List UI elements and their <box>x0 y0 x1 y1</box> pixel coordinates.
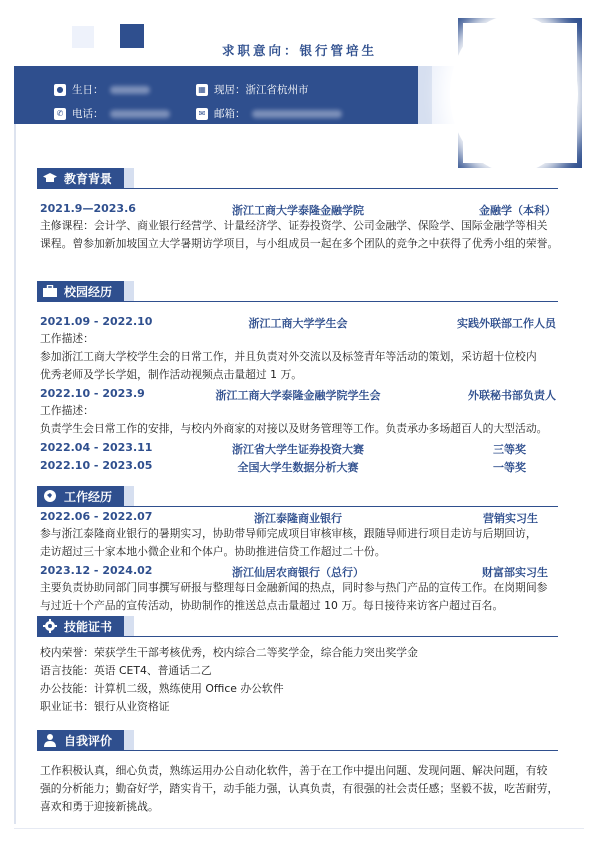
email-label: 邮箱： <box>214 108 246 120</box>
entry-org: 全国大学生数据分析大赛 <box>237 461 359 474</box>
self-line: 喜欢和勇于迎接新挑战。 <box>40 800 159 813</box>
entry-date: 2023.12 - 2024.02 <box>40 564 153 577</box>
skill-line: 办公技能：计算机二级，熟练使用 Office 办公软件 <box>40 682 284 695</box>
globe-icon <box>43 489 57 503</box>
work-line: 与过近十个产品的宣传活动，协助制作的推送总点击量超过 10 万。每日接待来访客户超过百名。 <box>40 599 504 612</box>
entry-date: 2021.09 - 2022.10 <box>40 315 153 328</box>
entry-date: 2021.9—2023.6 <box>40 202 136 215</box>
work-line: 主要负责协助同部门同事撰写研报与整理每日金融新闻的热点，同时参与热门产品的宣传工作。在岗期间参 <box>40 581 548 594</box>
campus-line: 参加浙江工商大学校学生会的日常工作，并且负责对外交流以及标签青年等活动的策划，采访超十位校内 <box>40 350 537 363</box>
section-title: 工作经历 <box>64 489 113 504</box>
phone-icon: ✆ <box>54 108 66 120</box>
education-line: 主修课程：会计学、商业银行经营学、计量经济学、证券投资学、公司金融学、保险学、国际金融学等相关 <box>40 219 548 232</box>
skill-line: 语言技能：英语 CET4、普通话二乙 <box>40 664 212 677</box>
entry-date: 2022.10 - 2023.05 <box>40 459 153 472</box>
entry-date: 2022.04 - 2023.11 <box>40 441 153 454</box>
info-band-accent <box>418 66 432 124</box>
photo-placeholder <box>450 15 578 173</box>
section-rule <box>37 301 558 302</box>
award-entry <box>40 441 556 457</box>
work-line: 参与浙江泰隆商业银行的暑期实习，协助带导师完成项目审核审核，跟随导师进行项目走访与后期回访， <box>40 527 537 540</box>
entry-org: 浙江工商大学泰隆金融学院学生会 <box>215 389 381 402</box>
work-line: 走访超过三十家本地小微企业和个体户。协助推进信贷工作超过二十份。 <box>40 545 386 558</box>
entry-role: 实践外联部工作人员 <box>457 317 556 330</box>
section-rule <box>37 636 558 637</box>
birth-label: 生日： <box>72 84 104 96</box>
entry-role: 财富部实习生 <box>482 566 548 579</box>
entry-major: 金融学（本科） <box>479 204 556 217</box>
mail-icon: ✉ <box>196 108 208 120</box>
entry-role: 一等奖 <box>493 461 526 474</box>
job-intent: 求职意向：银行管培生 <box>221 43 377 58</box>
work-desc-label: 工作描述： <box>40 404 94 417</box>
gear-icon <box>43 619 57 633</box>
entry-school: 浙江工商大学泰隆金融学院 <box>232 204 364 217</box>
birth-field <box>54 82 150 97</box>
left-rule <box>14 124 16 824</box>
entry-org: 浙江省大学生证券投资大赛 <box>232 443 364 456</box>
residence-label: 现居： <box>214 84 246 96</box>
entry-role: 外联秘书部负责人 <box>468 389 556 402</box>
section-title: 技能证书 <box>64 619 113 634</box>
entry-date: 2022.06 - 2022.07 <box>40 510 153 523</box>
section-title: 自我评价 <box>64 733 113 748</box>
person-icon <box>43 733 57 747</box>
campus-line: 负责学生会日常工作的安排，与校内外商家的对接以及财务管理等工作。负责承办多场超百人的大型活动。 <box>40 422 548 435</box>
section-header-self <box>37 730 134 750</box>
education-entry <box>40 202 556 218</box>
phone-label: 电话： <box>72 108 104 120</box>
section-header-education <box>37 168 134 188</box>
education-line: 课程。曾参加新加坡国立大学暑期访学项目，与小组成员一起在多个团队的竞争之中获得了优秀小组的荣誉。 <box>40 237 559 250</box>
self-line: 工作积极认真，细心负责，熟练运用办公自动化软件，善于在工作中提出问题、发现问题、解决问题，有较 <box>40 764 548 777</box>
residence-value: 浙江省杭州市 <box>245 84 309 96</box>
campus-entry <box>40 387 556 403</box>
redacted-value <box>110 86 150 94</box>
skill-line: 职业证书：银行从业资格证 <box>40 700 170 713</box>
self-line: 强的分析能力；勤奋好学，踏实肯干，动手能力强，认真负责，有很强的社会责任感；坚毅不拔，吃苦耐劳， <box>40 782 559 795</box>
email-field <box>196 106 342 121</box>
work-entry <box>40 564 556 580</box>
section-title: 校园经历 <box>64 284 113 299</box>
briefcase-icon <box>43 284 57 298</box>
entry-org: 浙江仙居农商银行（总行） <box>232 566 364 579</box>
entry-role: 营销实习生 <box>483 512 538 525</box>
calendar-icon: ▦ <box>196 84 208 96</box>
section-header-skills <box>37 616 134 636</box>
entry-role: 三等奖 <box>493 443 526 456</box>
skill-line: 校内荣誉：荣获学生干部考核优秀，校内综合二等奖学金，综合能力突出奖学金 <box>40 646 418 659</box>
graduation-cap-icon <box>43 171 57 185</box>
section-title: 教育背景 <box>64 171 113 186</box>
section-rule <box>37 506 558 507</box>
redacted-value <box>252 110 342 118</box>
campus-entry <box>40 315 556 331</box>
section-header-work <box>37 486 134 506</box>
work-entry <box>40 510 556 526</box>
entry-org: 浙江工商大学学生会 <box>248 317 348 330</box>
bottom-rule <box>14 828 584 829</box>
user-icon: ● <box>54 84 66 96</box>
phone-field <box>54 106 170 121</box>
section-rule <box>37 188 558 189</box>
entry-org: 浙江泰隆商业银行 <box>254 512 342 525</box>
redacted-value <box>110 110 170 118</box>
campus-line: 优秀老师及学长学姐，制作活动视频点击量超过 1 万。 <box>40 368 303 381</box>
entry-date: 2022.10 - 2023.9 <box>40 387 145 400</box>
section-rule <box>37 750 558 751</box>
section-header-campus <box>37 281 134 301</box>
award-entry <box>40 459 556 475</box>
residence-field <box>196 82 309 97</box>
work-desc-label: 工作描述： <box>40 332 94 345</box>
